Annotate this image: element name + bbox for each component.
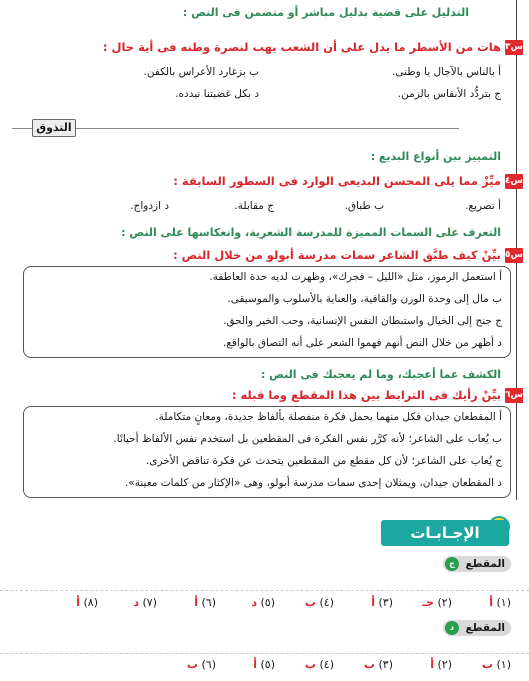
q4-choice-c[interactable]: ج مقابلة.: [234, 200, 274, 212]
q3-choice-b[interactable]: ب بزغارد الأعراس بالكفن.: [143, 66, 259, 78]
q5-choice-d[interactable]: د أظهر من خلال النص أنهم فهموا الشعر على أنه التصاق بالواقع.: [222, 337, 502, 349]
answer-number: (١): [492, 658, 511, 671]
question-badge-3: س٣: [505, 40, 523, 55]
answer-value: أ: [489, 596, 493, 609]
answer-divider: [0, 590, 529, 591]
answer-value: أ: [430, 658, 434, 671]
answer-number: (٢): [433, 596, 452, 609]
answer-divider: [0, 653, 529, 654]
answer-section-d-header: [443, 620, 511, 636]
q5-text: بيِّنْ كيف طبَّق الشاعر سمات مدرسة أبولو من خلال النص :: [173, 248, 501, 262]
answer-section-c-header: [443, 556, 511, 572]
answer-value: أ: [371, 596, 375, 609]
answer-number: (٥): [256, 596, 275, 609]
q2-context: التدليل على قضية بدليل مباشر أو متضمن فى النص :: [182, 6, 469, 19]
answer-number: (٤): [315, 596, 334, 609]
answer-number: (٤): [315, 658, 334, 671]
question-badge-5: س٥: [505, 248, 523, 263]
answer-item: [251, 596, 275, 609]
q5-choices-box: [23, 266, 511, 358]
answer-number: (٢): [433, 658, 452, 671]
answer-item: [422, 596, 452, 609]
q6-choice-d[interactable]: د المقطعان جيدان، ويمثلان إحدى سمات مدرسة أبولو، وهى «الإكثار من كلمات معينة».: [124, 477, 502, 489]
taste-tab: التذوق: [32, 119, 76, 137]
answer-section-c-label: المقطع: [465, 558, 505, 570]
answer-item: [305, 658, 334, 671]
answer-item: [133, 596, 157, 609]
q6-choice-b[interactable]: ب يُعاب على الشاعر؛ لأنه كرَّر نفس الفكرة فى المقطعين بل استخدم نفس الألفاظ أحيانًا.: [113, 433, 502, 445]
answer-number: (٣): [374, 596, 393, 609]
q4-choice-b[interactable]: ب طباق.: [344, 200, 384, 212]
q3-choice-d[interactable]: د بكل غضبتنا نبدده.: [175, 88, 259, 100]
q5-choice-b[interactable]: ب مال إلى وحدة الوزن والقافية، والعناية بالأسلوب والموسيقى.: [227, 293, 502, 305]
q4-context: التمييز بين أنواع البديع :: [370, 150, 501, 163]
answer-value: ب: [304, 658, 316, 671]
answer-item: [364, 658, 393, 671]
answer-item: [489, 596, 511, 609]
q5-context: التعرف على السمات المميزة للمدرسة الشعرية، وانعكاسها على النص :: [121, 226, 501, 239]
answer-item: [76, 596, 98, 609]
q3-choice-c[interactable]: ج بتردُّد الأنفاس بالزمن.: [397, 88, 501, 100]
answers-banner: الإجـابـات: [381, 520, 509, 546]
answer-value: ب: [481, 658, 493, 671]
answer-item: [187, 658, 216, 671]
q4-text: ميِّزْ مما يلى المحسن البديعى الوارد فى السطور السابقة :: [173, 174, 501, 188]
q6-choice-a[interactable]: أ المقطعان جيدان فكل منهما يحمل فكرة منفصلة بألفاظ جديدة، ومعانٍ متكاملة.: [155, 411, 502, 423]
answer-value: د: [133, 596, 139, 609]
answer-section-c-badge: ج: [445, 557, 459, 571]
answer-value: ب: [363, 658, 375, 671]
answer-number: (٦): [197, 596, 216, 609]
answer-value: جـ: [422, 596, 434, 609]
answer-value: أ: [194, 596, 198, 609]
q6-context: الكشف عما أعجبك، وما لم يعجبك فى النص :: [260, 368, 501, 381]
answer-value: أ: [76, 596, 80, 609]
q6-text: بيِّنْ رأيك فى الترابط بين هذا المقطع وما قبله :: [231, 388, 501, 402]
q5-choice-c[interactable]: ج جنح إلى الخيال واستبطان النفس الإنسانية، وحب الخير والحق.: [223, 315, 502, 327]
answer-value: ب: [186, 658, 198, 671]
q4-choice-d[interactable]: د ازدواج.: [130, 200, 169, 212]
answer-item: [253, 658, 275, 671]
answer-item: [371, 596, 393, 609]
q6-choice-c[interactable]: ج يُعاب على الشاعر؛ لأن كل مقطع من المقطعين يتحدث عن فكرة تناقض الأخرى.: [145, 455, 502, 467]
taste-divider: [12, 128, 459, 129]
q3-text: هات من الأسطر ما يدل على أن الشعب يهب لنصرة وطنه فى أية حال :: [102, 40, 501, 54]
answer-item: [305, 596, 334, 609]
answer-section-d-label: المقطع: [465, 622, 505, 634]
question-badge-6: س٦: [505, 388, 523, 403]
answer-item: [430, 658, 452, 671]
answer-number: (٨): [79, 596, 98, 609]
answer-section-d-badge: د: [445, 621, 459, 635]
q5-choice-a[interactable]: أ استعمل الرموز، مثل «الليل – فجرك»، وظهرت لديه حدة العاطفة.: [209, 271, 502, 283]
answer-number: (٥): [256, 658, 275, 671]
answer-value: ب: [304, 596, 316, 609]
answer-value: أ: [253, 658, 257, 671]
q3-choice-a[interactable]: أ بالناس بالآجال يا وطنى.: [391, 66, 501, 78]
answer-item: [482, 658, 511, 671]
q6-choices-box: [23, 406, 511, 498]
answer-value: د: [251, 596, 257, 609]
answer-number: (١): [492, 596, 511, 609]
question-badge-4: س٤: [505, 174, 523, 189]
q4-choice-a[interactable]: أ تصريع.: [465, 200, 501, 212]
answer-number: (٣): [374, 658, 393, 671]
answer-item: [194, 596, 216, 609]
answer-number: (٧): [138, 596, 157, 609]
answer-number: (٦): [197, 658, 216, 671]
